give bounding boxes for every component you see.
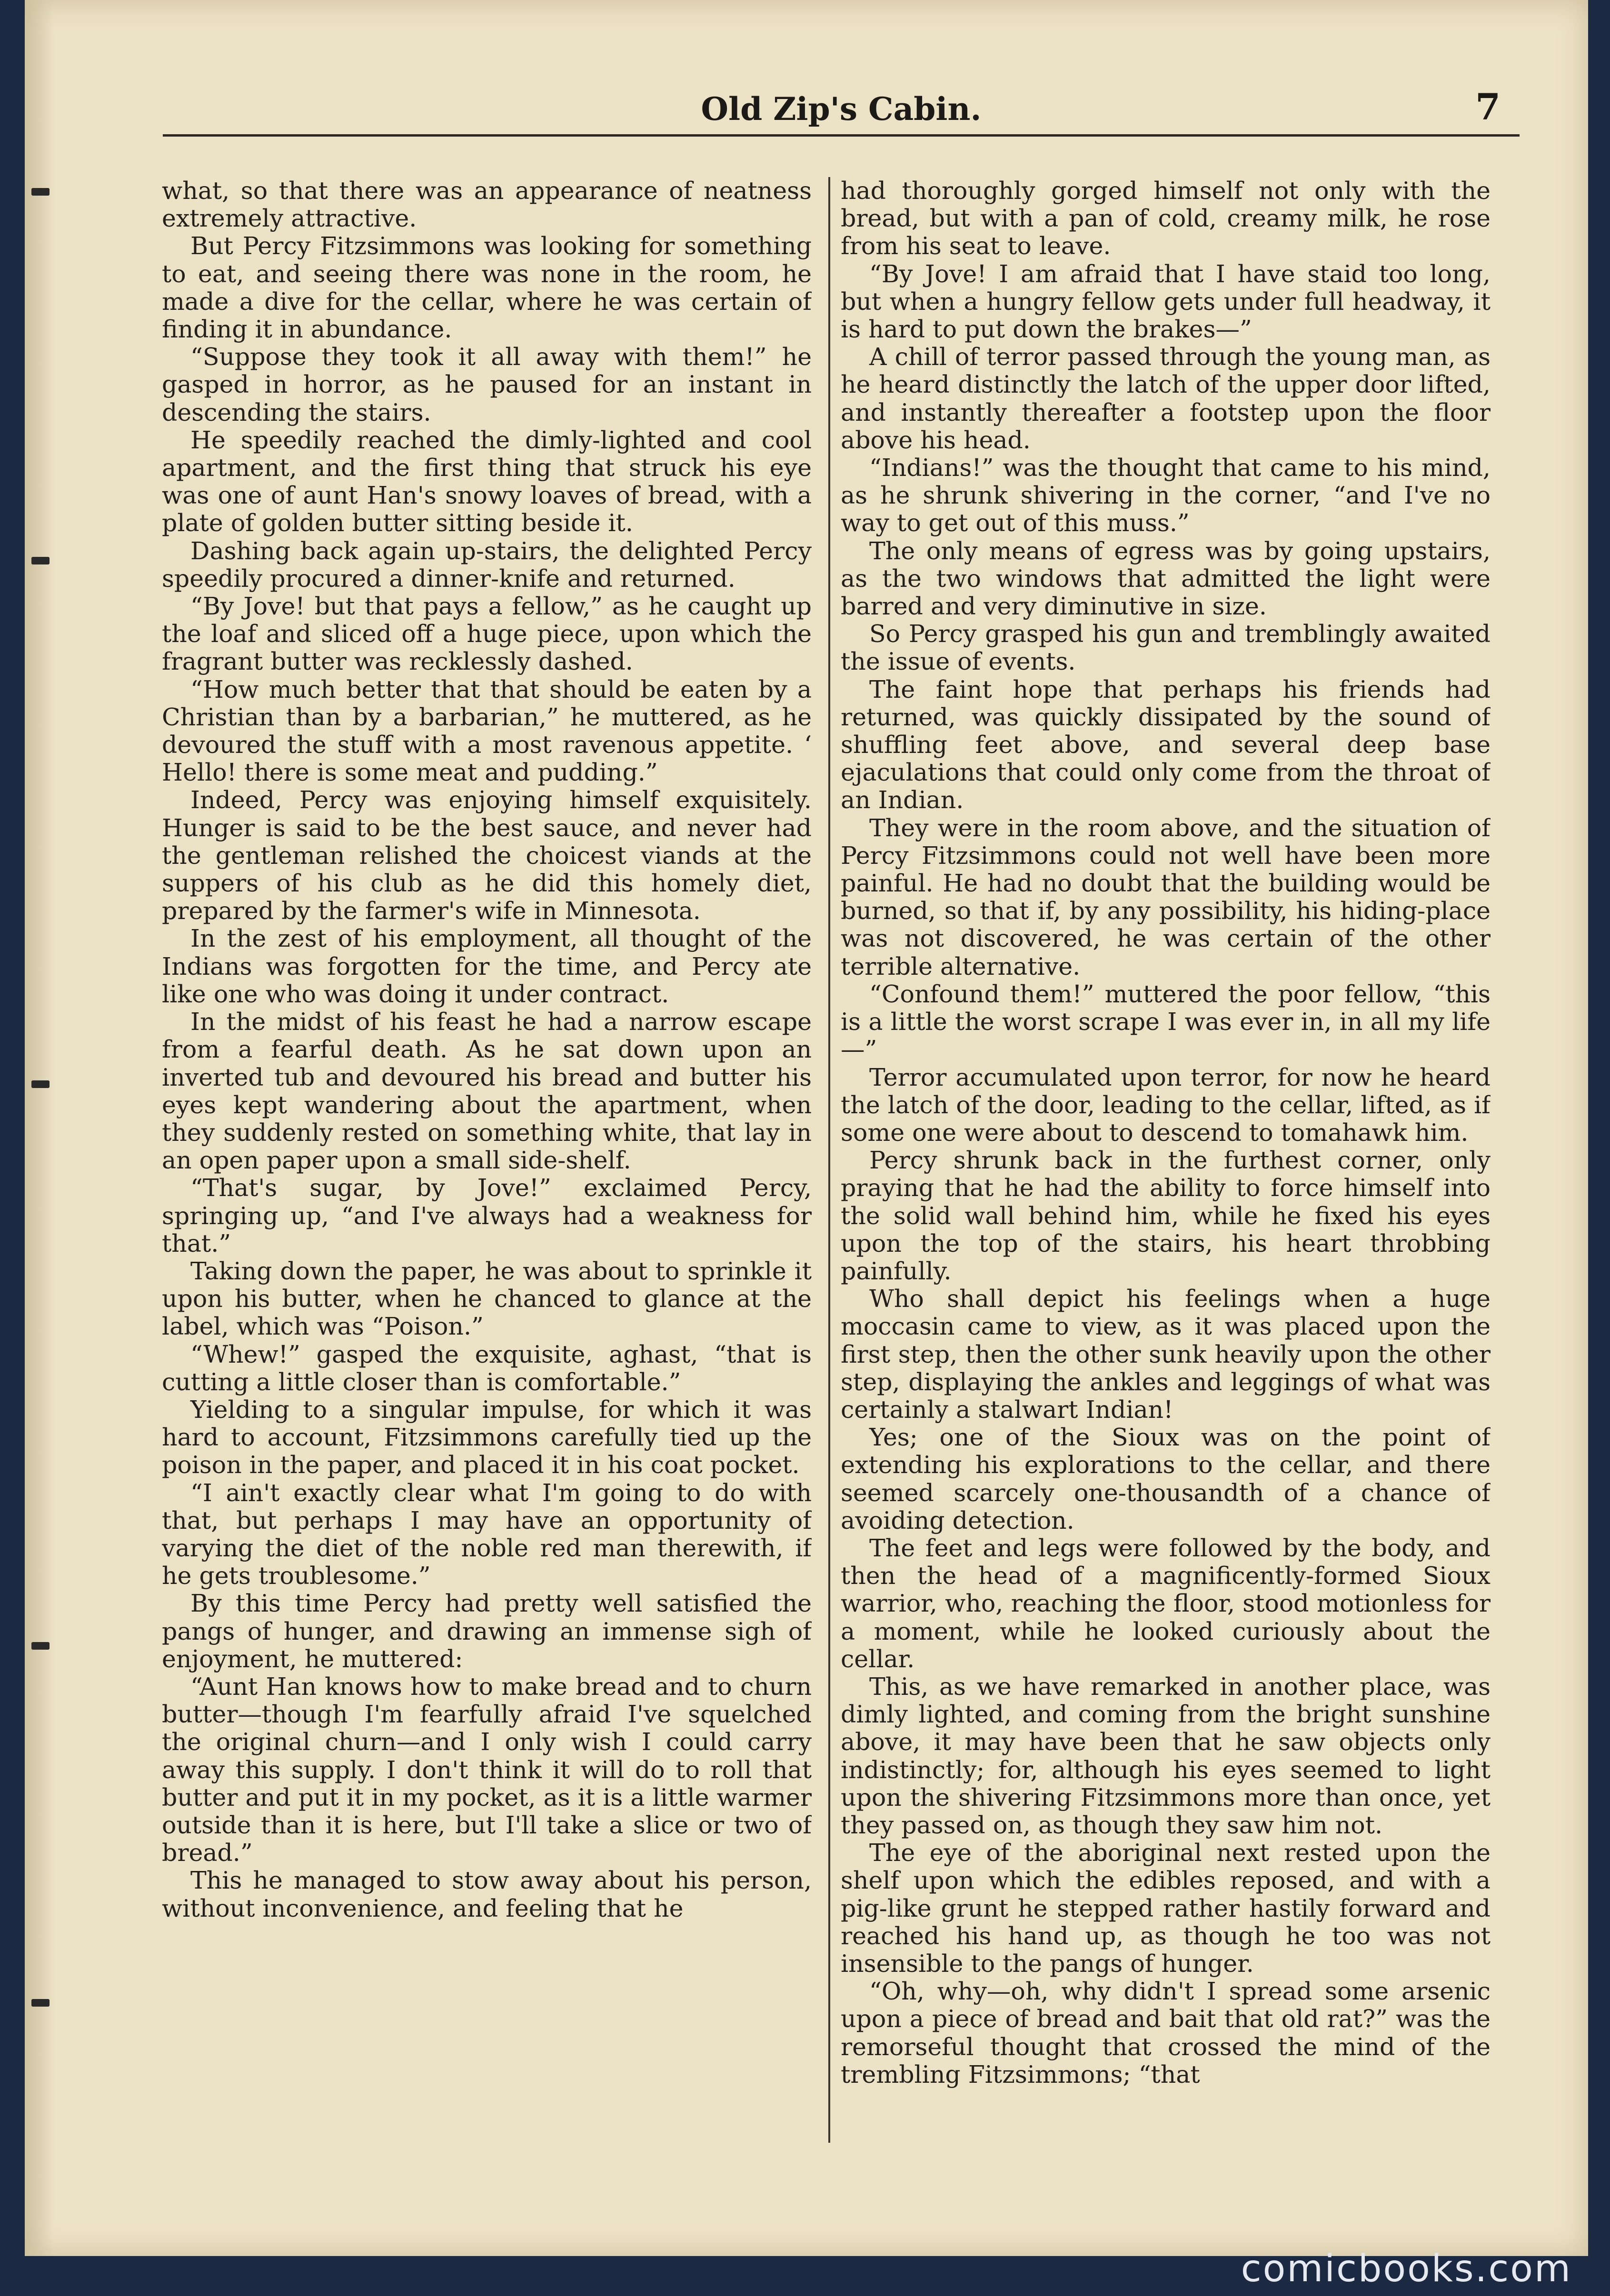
paragraph: “Confound them!” muttered the poor fellow, “this is a little the worst scrape I was ever in, in all my life—” [841, 980, 1491, 1064]
paragraph: The only means of egress was by going upstairs, as the two windows that admitted the light were barred and very diminutive in size. [841, 536, 1491, 621]
site-watermark: comicbooks.com [1241, 2247, 1572, 2290]
paragraph: Yielding to a singular impulse, for which it was hard to account, Fitzsimmons carefully tied up the poison in the paper, and placed it in his coat pocket. [162, 1395, 812, 1479]
paragraph: The faint hope that perhaps his friends had returned, was quickly dissipated by the sound of shuffling feet above, and several deep base ejaculations that could only come from the throat of an Indian. [841, 675, 1491, 814]
paragraph: They were in the room above, and the situation of Percy Fitzsimmons could not well have been more painful. He had no doubt that the building would be burned, so that if, by any possibility, his hiding-place was not discovered, he was certain of the other terrible alternative. [841, 813, 1491, 980]
paragraph: He speedily reached the dimly-lighted and cool apartment, and the first thing that struck his eye was one of aunt Han's snowy loaves of bread, with a plate of golden butter sitting beside it. [162, 426, 812, 537]
binding-staple-mark [31, 1080, 50, 1088]
paragraph: “I ain't exactly clear what I'm going to do with that, but perhaps I may have an opportunity of varying the diet of the noble red man therewith, if he gets troublesome.” [162, 1478, 812, 1590]
paragraph: “By Jove! I am afraid that I have staid too long, but when a hungry fellow gets under full headway, it is hard to put down the brakes—” [841, 259, 1491, 344]
binding-edge [25, 0, 53, 2256]
paragraph: “Whew!” gasped the exquisite, aghast, “that is cutting a little closer than is comfortable.” [162, 1340, 812, 1396]
paragraph: The feet and legs were followed by the body, and then the head of a magnificently-formed Sioux warrior, who, reaching the floor, stood motionless for a moment, while he looked curiously about the cellar. [841, 1534, 1491, 1673]
paragraph: Who shall depict his feelings when a huge moccasin came to view, as it was placed upon the first step, then the other sunk heavily upon the other step, displaying the ankles and leggings of what was certainly a stalwart Indian! [841, 1285, 1491, 1424]
paragraph: Terror accumulated upon terror, for now he heard the latch of the door, leading to the cellar, lifted, as if some one were about to descend to tomahawk him. [841, 1063, 1491, 1147]
paragraph: So Percy grasped his gun and tremblingly awaited the issue of events. [841, 620, 1491, 676]
paragraph: The eye of the aboriginal next rested upon the shelf upon which the edibles reposed, and with a pig-like grunt he stepped rather hastily forward and reached his hand up, as though he too was not insensible to the pangs of hunger. [841, 1839, 1491, 1978]
binding-staple-mark [31, 557, 50, 564]
paragraph: Yes; one of the Sioux was on the point of extending his explorations to the cellar, and there seemed scarcely one-thousandth of a chance of avoiding detection. [841, 1423, 1491, 1534]
paragraph: By this time Percy had pretty well satisfied the pangs of hunger, and drawing an immense sigh of enjoyment, he muttered: [162, 1589, 812, 1673]
paragraph: This, as we have remarked in another place, was dimly lighted, and coming from the bright sunshine above, it may have been that he saw objects only indistinctly; for, although his eyes seemed to light upon the shivering Fitzsimmons more than once, yet they passed on, as though they saw him not. [841, 1672, 1491, 1839]
paragraph: “Suppose they took it all away with them!” he gasped in horror, as he paused for an instant in descending the stairs. [162, 343, 812, 426]
binding-staple-mark [31, 188, 50, 196]
paragraph: But Percy Fitzsimmons was looking for something to eat, and seeing there was none in the room, he made a dive for the cellar, where he was certain of finding it in abundance. [162, 232, 812, 344]
running-title: Old Zip's Cabin. [701, 90, 982, 128]
paragraph: “That's sugar, by Jove!” exclaimed Percy, springing up, “and I've always had a weakness for that.” [162, 1174, 812, 1257]
paragraph: In the zest of his employment, all thought of the Indians was forgotten for the time, and Percy ate like one who was doing it under contract. [162, 924, 812, 1008]
paragraph: Taking down the paper, he was about to sprinkle it upon his butter, when he chanced to glance at the label, which was “Poison.” [162, 1257, 812, 1341]
paragraph: Indeed, Percy was enjoying himself exquisitely. Hunger is said to be the best sauce, and never had the gentleman relished the choicest viands at the suppers of his club as he did this homely diet, prepared by the farmer's wife in Minnesota. [162, 786, 812, 925]
paragraph: “Indians!” was the thought that came to his mind, as he shrunk shivering in the corner, “and I've no way to get out of this muss.” [841, 454, 1491, 537]
magazine-page [25, 0, 1588, 2256]
paragraph: A chill of terror passed through the young man, as he heard distinctly the latch of the upper door lifted, and instantly thereafter a footstep upon the floor above his head. [841, 343, 1491, 454]
paragraph: This he managed to stow away about his person, without inconvenience, and feeling that he [162, 1866, 812, 1922]
page-number: 7 [1475, 86, 1501, 128]
binding-staple-mark [31, 1642, 50, 1650]
page-header [163, 81, 1520, 138]
right-text-column [841, 177, 1491, 2143]
paragraph: “Oh, why—oh, why didn't I spread some arsenic upon a piece of bread and bait that old rat?” was the remorseful thought that crossed the mind of the trembling Fitzsimmons; “that [841, 1977, 1491, 2088]
paragraph: “How much better that that should be eaten by a Christian than by a barbarian,” he muttered, as he devoured the stuff with a most ravenous appetite. ‘ Hello! there is some meat and pudding.” [162, 675, 812, 787]
header-rule [163, 134, 1520, 137]
paragraph: In the midst of his feast he had a narrow escape from a fearful death. As he sat down upon an inverted tub and devoured his bread and butter his eyes kept wandering about the apartment, when they suddenly rested on something white, that lay in an open paper upon a small side-shelf. [162, 1008, 812, 1175]
paragraph: Dashing back again up-stairs, the delighted Percy speedily procured a dinner-knife and returned. [162, 536, 812, 593]
column-divider [828, 177, 830, 2143]
paragraph: Percy shrunk back in the furthest corner, only praying that he had the ability to force himself into the solid wall behind him, while he fixed his eyes upon the top of the stairs, his heart throbbing painfully. [841, 1146, 1491, 1285]
paragraph: “By Jove! but that pays a fellow,” as he caught up the loaf and sliced off a huge piece, upon which the fragrant butter was recklessly dashed. [162, 592, 812, 676]
paragraph: “Aunt Han knows how to make bread and to churn butter—though I'm fearfully afraid I've squelched the original churn—and I only wish I could carry away this supply. I don't think it will do to roll that butter and put it in my pocket, as it is a little warmer outside than it is here, but I'll take a slice or two of bread.” [162, 1672, 812, 1867]
left-text-column [162, 177, 812, 2143]
paragraph: what, so that there was an appearance of neatness extremely attractive. [162, 177, 812, 233]
paragraph: had thoroughly gorged himself not only with the bread, but with a pan of cold, creamy milk, he rose from his seat to leave. [841, 177, 1491, 260]
binding-staple-mark [31, 1999, 50, 2007]
